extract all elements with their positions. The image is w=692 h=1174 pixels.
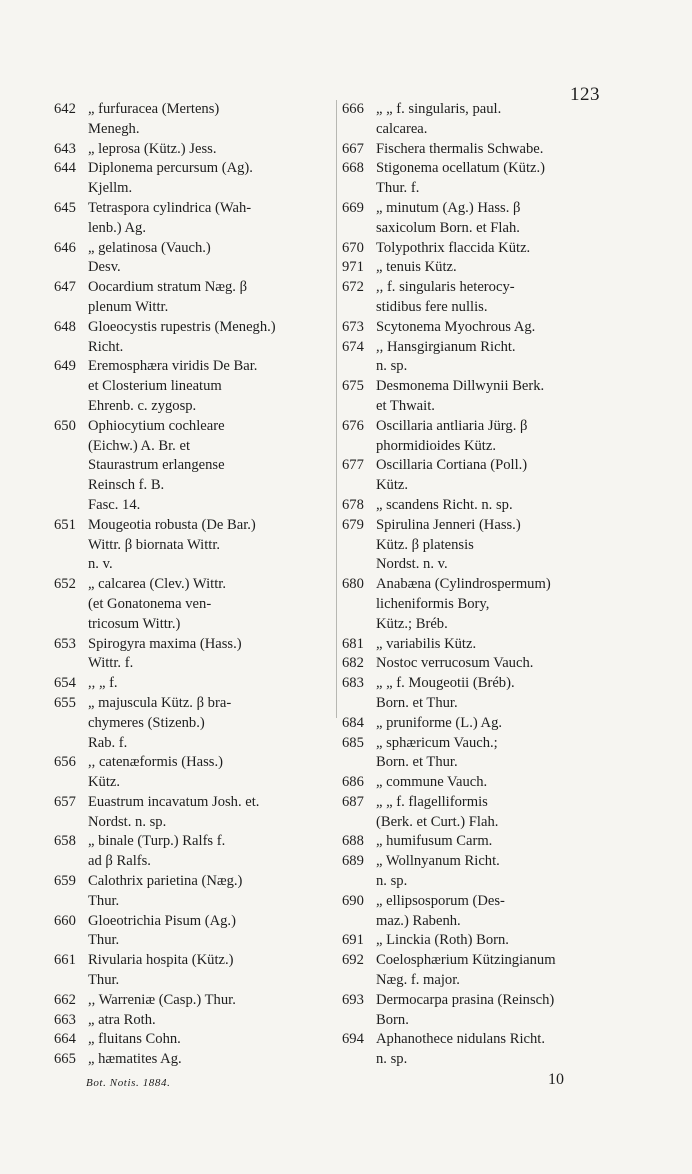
entry-text: [88, 199, 336, 239]
list-item: [54, 100, 336, 140]
entry-text: [88, 159, 336, 199]
entry-text: [376, 773, 612, 793]
entry-line: Nostoc verrucosum Vauch.: [376, 655, 534, 672]
entry-text: [376, 852, 612, 892]
entry-line: Spirogyra maxima (Hass.): [88, 635, 242, 652]
entry-number: 674: [342, 338, 364, 355]
entry-number: 670: [342, 239, 364, 256]
entry-text: [88, 318, 336, 358]
entry-number: 669: [342, 199, 364, 216]
entry-number: 683: [342, 675, 364, 692]
list-item: [342, 734, 612, 774]
list-item: [54, 318, 336, 358]
left-column: [54, 100, 336, 1070]
entry-text: [376, 456, 612, 496]
entry-text: [88, 239, 336, 279]
entry-number: 655: [54, 694, 76, 711]
signature-mark: Bot. Notis. 1884.: [86, 1077, 171, 1089]
page-number: 123: [570, 84, 600, 105]
entry-text: [376, 793, 612, 833]
entry-line: Euastrum incavatum Josh. et.: [88, 793, 260, 810]
entry-text: [376, 892, 612, 932]
list-item: [342, 417, 612, 457]
entry-line: „ sphæricum Vauch.;: [376, 734, 498, 751]
entry-line: Ehrenb. c. zygosp.: [88, 397, 197, 414]
entry-line: ,, „ f.: [88, 675, 118, 692]
list-item: [342, 199, 612, 239]
entry-line: „ ellipsosporum (Des-: [376, 892, 505, 909]
entry-text: [88, 694, 336, 753]
entry-text: [376, 417, 612, 457]
entry-text: [88, 278, 336, 318]
entry-text: [376, 199, 612, 239]
entry-line: „ binale (Turp.) Ralfs f.: [88, 833, 226, 850]
entry-text: [376, 1030, 612, 1070]
list-item: [54, 159, 336, 199]
entry-line: phormidioides Kütz.: [376, 437, 496, 454]
entry-number: 688: [342, 833, 364, 850]
entry-number: 677: [342, 457, 364, 474]
list-item: [54, 239, 336, 279]
entry-line: Aphanothece nidulans Richt.: [376, 1031, 546, 1048]
entry-number: 682: [342, 655, 364, 672]
entry-number: 663: [54, 1011, 76, 1028]
entry-line: Nordst. n. v.: [376, 556, 448, 573]
entry-line: Wittr. f.: [88, 655, 134, 672]
entry-line: Wittr. β biornata Wittr.: [88, 536, 221, 553]
entry-number: 668: [342, 160, 364, 177]
entry-text: [376, 575, 612, 634]
entry-number: 658: [54, 833, 76, 850]
entry-text: [88, 417, 336, 516]
entry-number: 676: [342, 417, 364, 434]
entry-number: 675: [342, 378, 364, 395]
entry-text: [88, 991, 336, 1011]
entry-line: Mougeotia robusta (De Bar.): [88, 516, 256, 533]
entry-text: [88, 793, 336, 833]
list-item: [342, 991, 612, 1031]
entry-line: Calothrix parietina (Næg.): [88, 873, 243, 890]
entry-line: Desmonema Dillwynii Berk.: [376, 378, 545, 395]
entry-line: et Closterium lineatum: [88, 378, 222, 395]
entry-text: [376, 496, 612, 516]
entry-line: Thur. f.: [376, 180, 420, 197]
entry-number: 664: [54, 1031, 76, 1048]
entry-line: Anabæna (Cylindrospermum): [376, 576, 551, 593]
entry-line: Kütz.: [88, 774, 121, 791]
entry-text: [88, 674, 336, 694]
entry-text: [376, 278, 612, 318]
list-item: [54, 635, 336, 675]
entry-number: 659: [54, 873, 76, 890]
entry-line: „ leprosa (Kütz.) Jess.: [88, 140, 217, 157]
entry-text: [88, 1050, 336, 1070]
list-item: [54, 140, 336, 160]
entry-number: 646: [54, 239, 76, 256]
entry-text: [88, 872, 336, 912]
entry-text: [376, 832, 612, 852]
entry-line: Menegh.: [88, 120, 140, 137]
list-item: [342, 714, 612, 734]
entry-text: [376, 239, 612, 259]
entry-number: 647: [54, 279, 76, 296]
entry-line: „ humifusum Carm.: [376, 833, 493, 850]
list-item: [342, 892, 612, 932]
entry-text: [376, 674, 612, 714]
list-item: [342, 654, 612, 674]
entry-line: plenum Wittr.: [88, 298, 169, 315]
entry-line: Stigonema ocellatum (Kütz.): [376, 160, 545, 177]
entry-line: Desv.: [88, 259, 121, 276]
entry-text: [376, 931, 612, 951]
entry-line: Eremosphæra viridis De Bar.: [88, 358, 258, 375]
entry-number: 686: [342, 774, 364, 791]
entry-line: (et Gonatonema ven-: [88, 595, 212, 612]
entry-number: 665: [54, 1051, 76, 1068]
entry-line: „ gelatinosa (Vauch.): [88, 239, 211, 256]
list-item: [342, 239, 612, 259]
entry-line: Staurastrum erlangense: [88, 457, 225, 474]
entry-line: tricosum Wittr.): [88, 615, 181, 632]
entry-line: Tolypothrix flaccida Kütz.: [376, 239, 531, 256]
entry-text: [88, 516, 336, 575]
list-item: [54, 357, 336, 416]
entry-line: lenb.) Ag.: [88, 219, 146, 236]
list-item: [54, 674, 336, 694]
entry-line: „ pruniforme (L.) Ag.: [376, 714, 503, 731]
entry-text: [376, 734, 612, 774]
entry-text: [376, 951, 612, 991]
entry-line: Tetraspora cylindrica (Wah-: [88, 199, 252, 216]
column-divider: [336, 100, 337, 718]
entry-number: 652: [54, 576, 76, 593]
entry-line: stidibus fere nullis.: [376, 298, 488, 315]
entry-line: n. v.: [88, 556, 113, 573]
entry-text: [88, 832, 336, 872]
entry-line: Fischera thermalis Schwabe.: [376, 140, 544, 157]
list-item: [342, 278, 612, 318]
entry-line: Thur.: [88, 932, 120, 949]
entry-line: Kjellm.: [88, 180, 133, 197]
entry-line: Richt.: [88, 338, 124, 355]
list-item: [342, 773, 612, 793]
list-item: [54, 575, 336, 634]
entry-number: 694: [342, 1031, 364, 1048]
entry-number: 687: [342, 793, 364, 810]
list-item: [342, 931, 612, 951]
entry-text: [88, 140, 336, 160]
list-item: [342, 516, 612, 575]
entry-text: [88, 357, 336, 416]
list-item: [342, 674, 612, 714]
list-item: [54, 417, 336, 516]
entry-number: 689: [342, 853, 364, 870]
entry-number: 642: [54, 101, 76, 117]
list-item: [342, 456, 612, 496]
sheet-number: 10: [548, 1071, 564, 1088]
entry-number: 685: [342, 734, 364, 751]
entry-line: Rivularia hospita (Kütz.): [88, 952, 234, 969]
entry-line: „ majuscula Kütz. β bra-: [88, 694, 232, 711]
entry-line: Reinsch f. B.: [88, 477, 165, 494]
entry-line: n. sp.: [376, 873, 408, 890]
entry-text: [376, 516, 612, 575]
entry-line: ad β Ralfs.: [88, 853, 151, 870]
entry-text: [376, 991, 612, 1031]
entry-line: ,, catenæformis (Hass.): [88, 754, 223, 771]
entry-line: saxicolum Born. et Flah.: [376, 219, 520, 236]
entry-number: 644: [54, 160, 76, 177]
entry-number: 648: [54, 318, 76, 335]
entry-line: „ „ f. singularis, paul.: [376, 101, 502, 117]
entry-line: (Eichw.) A. Br. et: [88, 437, 190, 454]
entry-number: 666: [342, 101, 364, 117]
list-item: [54, 694, 336, 753]
entry-line: ,, Hansgirgianum Richt.: [376, 338, 516, 355]
entry-line: Kütz.: [376, 477, 409, 494]
entry-number: 653: [54, 635, 76, 652]
entry-line: Scytonema Myochrous Ag.: [376, 318, 536, 335]
entry-number: 692: [342, 952, 364, 969]
entry-line: maz.) Rabenh.: [376, 912, 461, 929]
entry-line: (Berk. et Curt.) Flah.: [376, 813, 499, 830]
entry-line: ,, Warreniæ (Casp.) Thur.: [88, 991, 236, 1008]
entry-number: 657: [54, 793, 76, 810]
list-item: [342, 496, 612, 516]
entry-text: [376, 338, 612, 378]
list-item: [54, 912, 336, 952]
entry-number: 656: [54, 754, 76, 771]
entry-number: 684: [342, 714, 364, 731]
list-item: [342, 258, 612, 278]
entry-number: 660: [54, 912, 76, 929]
entry-line: „ „ f. flagelliformis: [376, 793, 488, 810]
entry-number: 649: [54, 358, 76, 375]
entry-number: 678: [342, 496, 364, 513]
entry-text: [88, 635, 336, 675]
entry-line: „ commune Vauch.: [376, 774, 488, 791]
list-item: [54, 516, 336, 575]
right-column: [342, 100, 612, 1070]
entry-number: 651: [54, 516, 76, 533]
list-item: [342, 318, 612, 338]
entry-line: Born. et Thur.: [376, 754, 458, 771]
list-item: [54, 951, 336, 991]
entry-line: „ minutum (Ag.) Hass. β: [376, 199, 521, 216]
entry-line: „ variabilis Kütz.: [376, 635, 477, 652]
entry-line: chymeres (Stizenb.): [88, 714, 205, 731]
list-item: [342, 338, 612, 378]
list-item: [342, 140, 612, 160]
entry-line: „ furfuracea (Mertens): [88, 101, 220, 117]
entry-line: „ „ f. Mougeotii (Bréb).: [376, 675, 515, 692]
entry-number: 673: [342, 318, 364, 335]
entry-text: [376, 635, 612, 655]
entry-line: „ atra Roth.: [88, 1011, 156, 1028]
entry-number: 667: [342, 140, 364, 157]
entry-text: [376, 159, 612, 199]
list-item: [342, 793, 612, 833]
entry-line: „ Linckia (Roth) Born.: [376, 932, 509, 949]
entry-number: 650: [54, 417, 76, 434]
entry-line: Oscillaria antliaria Jürg. β: [376, 417, 528, 434]
list-item: [342, 1030, 612, 1070]
entry-line: „ Wollnyanum Richt.: [376, 853, 500, 870]
entry-line: Spirulina Jenneri (Hass.): [376, 516, 521, 533]
entry-text: [88, 1030, 336, 1050]
entry-line: „ scandens Richt. n. sp.: [376, 496, 513, 513]
entry-line: „ calcarea (Clev.) Wittr.: [88, 576, 226, 593]
entry-line: Oocardium stratum Næg. β: [88, 279, 248, 296]
entry-number: 681: [342, 635, 364, 652]
entry-text: [88, 100, 336, 140]
entry-number: 661: [54, 952, 76, 969]
list-item: [342, 159, 612, 199]
entry-text: [376, 714, 612, 734]
entry-text: [88, 951, 336, 991]
entry-number: 691: [342, 932, 364, 949]
entry-text: [88, 912, 336, 952]
list-item: [342, 951, 612, 991]
list-item: [54, 991, 336, 1011]
list-item: [342, 100, 612, 140]
entry-text: [376, 318, 612, 338]
list-item: [54, 278, 336, 318]
entry-number: 672: [342, 279, 364, 296]
entry-line: Thur.: [88, 892, 120, 909]
entry-line: Kütz.; Bréb.: [376, 615, 448, 632]
entry-line: licheniformis Bory,: [376, 595, 490, 612]
list-item: [54, 1011, 336, 1031]
entry-number: 654: [54, 675, 76, 692]
entry-text: [376, 377, 612, 417]
entry-text: [376, 654, 612, 674]
entry-line: Diplonema percursum (Ag).: [88, 160, 253, 177]
entry-text: [376, 258, 612, 278]
entry-line: Born. et Thur.: [376, 694, 458, 711]
list-item: [54, 832, 336, 872]
entry-line: Coelosphærium Kützingianum: [376, 952, 556, 969]
entry-text: [376, 100, 612, 140]
entry-number: 645: [54, 199, 76, 216]
entry-number: 643: [54, 140, 76, 157]
list-item: [342, 377, 612, 417]
entry-line: „ fluitans Cohn.: [88, 1031, 181, 1048]
entry-line: Kütz. β platensis: [376, 536, 474, 553]
list-item: [342, 635, 612, 655]
entry-line: Thur.: [88, 972, 120, 989]
list-item: [342, 852, 612, 892]
list-item: [54, 753, 336, 793]
list-item: [342, 575, 612, 634]
entry-text: [376, 140, 612, 160]
entry-number: 971: [342, 259, 364, 276]
entry-line: n. sp.: [376, 358, 408, 375]
entry-line: Fasc. 14.: [88, 496, 141, 513]
entry-line: Oscillaria Cortiana (Poll.): [376, 457, 528, 474]
list-item: [54, 199, 336, 239]
list-item: [54, 1030, 336, 1050]
list-item: [54, 872, 336, 912]
entry-line: et Thwait.: [376, 397, 435, 414]
entry-line: ,, f. singularis heterocy-: [376, 279, 515, 296]
entry-line: Næg. f. major.: [376, 972, 460, 989]
entry-number: 662: [54, 991, 76, 1008]
entry-line: Rab. f.: [88, 734, 128, 751]
entry-line: n. sp.: [376, 1051, 408, 1068]
entry-text: [88, 575, 336, 634]
entry-line: Nordst. n. sp.: [88, 813, 167, 830]
entry-text: [88, 753, 336, 793]
entry-line: Gloeotrichia Pisum (Ag.): [88, 912, 236, 929]
entry-line: calcarea.: [376, 120, 428, 137]
entry-line: Dermocarpa prasina (Reinsch): [376, 991, 555, 1008]
list-item: [54, 1050, 336, 1070]
entry-line: „ tenuis Kütz.: [376, 259, 457, 276]
entry-line: „ hæmatites Ag.: [88, 1051, 182, 1068]
entry-number: 680: [342, 576, 364, 593]
entry-number: 690: [342, 892, 364, 909]
entry-line: Born.: [376, 1011, 409, 1028]
entry-line: Gloeocystis rupestris (Menegh.): [88, 318, 276, 335]
entry-number: 693: [342, 991, 364, 1008]
list-item: [342, 832, 612, 852]
entry-number: 679: [342, 516, 364, 533]
entry-line: Ophiocytium cochleare: [88, 417, 225, 434]
list-item: [54, 793, 336, 833]
entry-text: [88, 1011, 336, 1031]
